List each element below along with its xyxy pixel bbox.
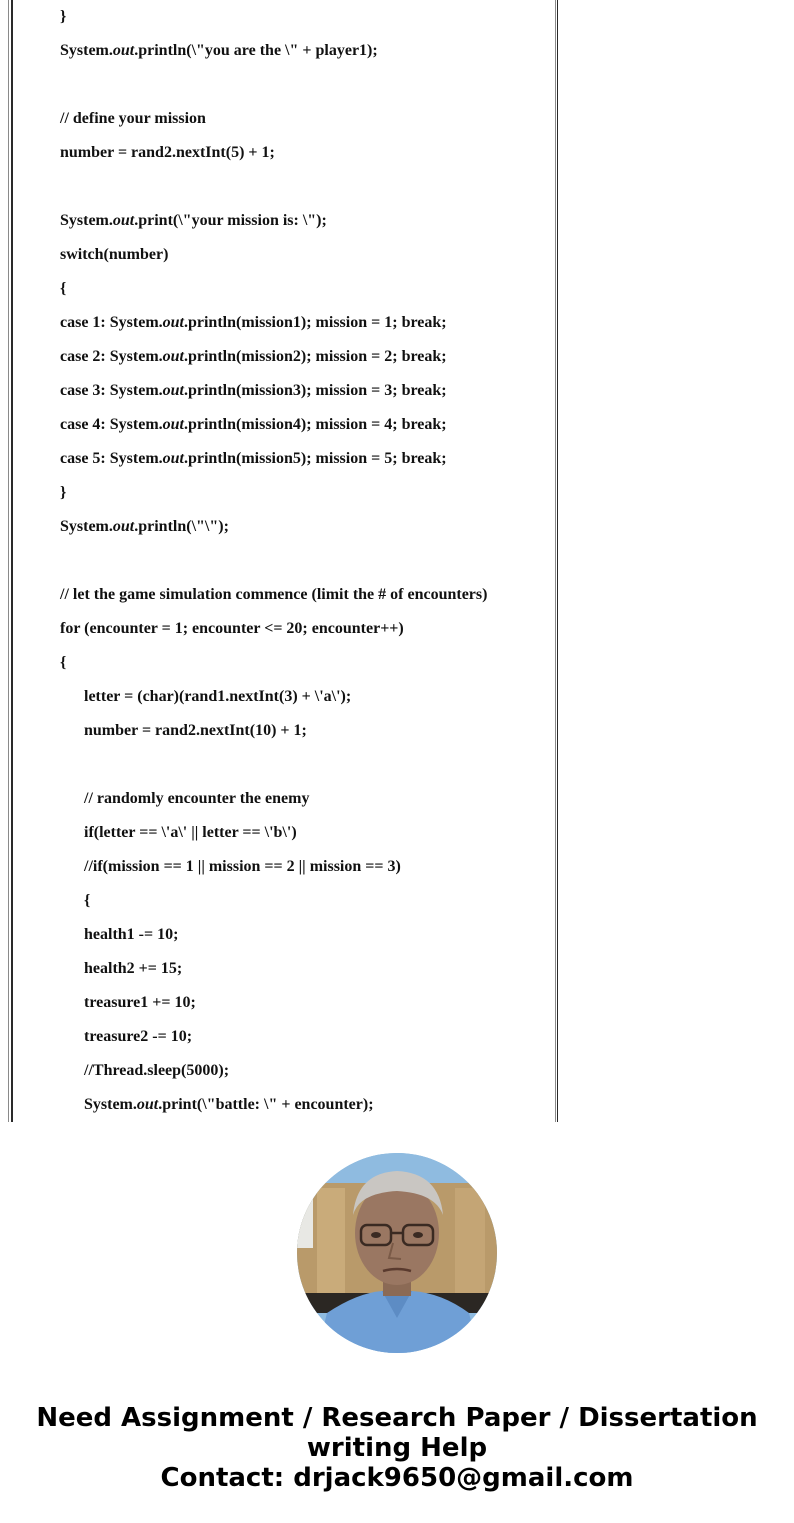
code-text: .println(mission1); mission = 1; break; <box>183 314 447 331</box>
left-border-outer <box>8 0 9 1122</box>
code-line <box>60 646 550 680</box>
code-text: case 3: System. <box>60 382 163 399</box>
code-text: //if(mission == 1 || mission == 2 || mission == 3) <box>84 858 401 875</box>
code-text: .println(mission4); mission = 4; break; <box>183 416 447 433</box>
code-text: case 4: System. <box>60 416 163 433</box>
code-line <box>60 748 550 782</box>
code-line <box>60 1054 550 1088</box>
code-text: System. <box>60 518 113 535</box>
code-listing <box>60 0 550 1122</box>
code-italic-token: out <box>162 314 184 331</box>
code-text: System. <box>60 212 113 229</box>
code-line <box>60 170 550 204</box>
code-text: .println(mission5); mission = 5; break; <box>183 450 447 467</box>
code-text: case 2: System. <box>60 348 163 365</box>
right-border-outer <box>555 0 556 1122</box>
code-text: number = rand2.nextInt(10) + 1; <box>84 722 307 739</box>
code-line <box>60 340 550 374</box>
code-line <box>60 578 550 612</box>
code-italic-token: out <box>162 382 184 399</box>
code-text: health1 -= 10; <box>84 926 179 943</box>
code-line <box>60 1088 550 1122</box>
code-text: treasure1 += 10; <box>84 994 196 1011</box>
code-line <box>60 612 550 646</box>
code-text: { <box>60 280 67 297</box>
left-border-inner <box>11 0 13 1122</box>
code-line <box>60 918 550 952</box>
code-text: treasure2 -= 10; <box>84 1028 193 1045</box>
code-text: .println(\"you are the \" + player1); <box>134 42 378 59</box>
code-line <box>60 374 550 408</box>
document-frame <box>8 0 558 1122</box>
code-text: // randomly encounter the enemy <box>84 790 310 807</box>
code-text: case 1: System. <box>60 314 163 331</box>
code-italic-token: out <box>112 42 135 59</box>
code-line <box>60 714 550 748</box>
right-border-inner <box>557 0 558 1122</box>
code-text: .println(\"\"); <box>134 518 229 535</box>
code-line <box>60 1020 550 1054</box>
code-text: // define your mission <box>60 110 206 127</box>
code-text: System. <box>84 1096 137 1113</box>
code-line <box>60 272 550 306</box>
code-text: .print(\"your mission is: \"); <box>134 212 327 229</box>
code-line <box>60 884 550 918</box>
code-text: if(letter == \'a\' || letter == \'b\') <box>84 824 297 841</box>
code-text: health2 += 15; <box>84 960 183 977</box>
code-text: .println(mission2); mission = 2; break; <box>183 348 447 365</box>
code-line <box>60 544 550 578</box>
code-line <box>60 782 550 816</box>
code-line <box>60 238 550 272</box>
code-text: // let the game simulation commence (limit the # of encounters) <box>60 586 488 603</box>
code-line <box>60 408 550 442</box>
code-text: { <box>84 892 91 909</box>
code-line <box>60 102 550 136</box>
code-text: .println(mission3); mission = 3; break; <box>183 382 447 399</box>
code-italic-token: out <box>112 518 135 535</box>
code-line <box>60 952 550 986</box>
code-line <box>60 816 550 850</box>
code-line <box>60 680 550 714</box>
contact-footer <box>0 1403 794 1493</box>
code-text: letter = (char)(rand1.nextInt(3) + \'a\'); <box>84 688 352 705</box>
code-text: System. <box>60 42 113 59</box>
code-line <box>60 204 550 238</box>
code-line <box>60 306 550 340</box>
footer-contact-email: Contact: drjack9650@gmail.com <box>160 1463 634 1493</box>
footer-line-1: Need Assignment / Research Paper / Dissertation <box>36 1403 758 1433</box>
code-line <box>60 986 550 1020</box>
code-line <box>60 510 550 544</box>
code-line <box>60 34 550 68</box>
avatar <box>297 1153 497 1353</box>
code-text: case 5: System. <box>60 450 163 467</box>
code-text: { <box>60 654 67 671</box>
code-text: } <box>60 8 67 25</box>
code-line <box>60 0 550 34</box>
code-text: for (encounter = 1; encounter <= 20; encounter++) <box>60 620 404 637</box>
code-text: switch(number) <box>60 246 169 263</box>
code-italic-token: out <box>162 416 184 433</box>
code-line <box>60 476 550 510</box>
code-italic-token: out <box>162 450 184 467</box>
code-text: //Thread.sleep(5000); <box>84 1062 230 1079</box>
code-italic-token: out <box>112 212 135 229</box>
code-line <box>60 850 550 884</box>
code-line <box>60 136 550 170</box>
code-text: number = rand2.nextInt(5) + 1; <box>60 144 275 161</box>
code-italic-token: out <box>162 348 184 365</box>
code-italic-token: out <box>136 1096 159 1113</box>
code-line <box>60 442 550 476</box>
footer-line-2: writing Help <box>306 1433 488 1463</box>
code-line <box>60 68 550 102</box>
code-text: } <box>60 484 67 501</box>
portrait-image <box>297 1153 497 1353</box>
code-text: .print(\"battle: \" + encounter); <box>158 1096 374 1113</box>
